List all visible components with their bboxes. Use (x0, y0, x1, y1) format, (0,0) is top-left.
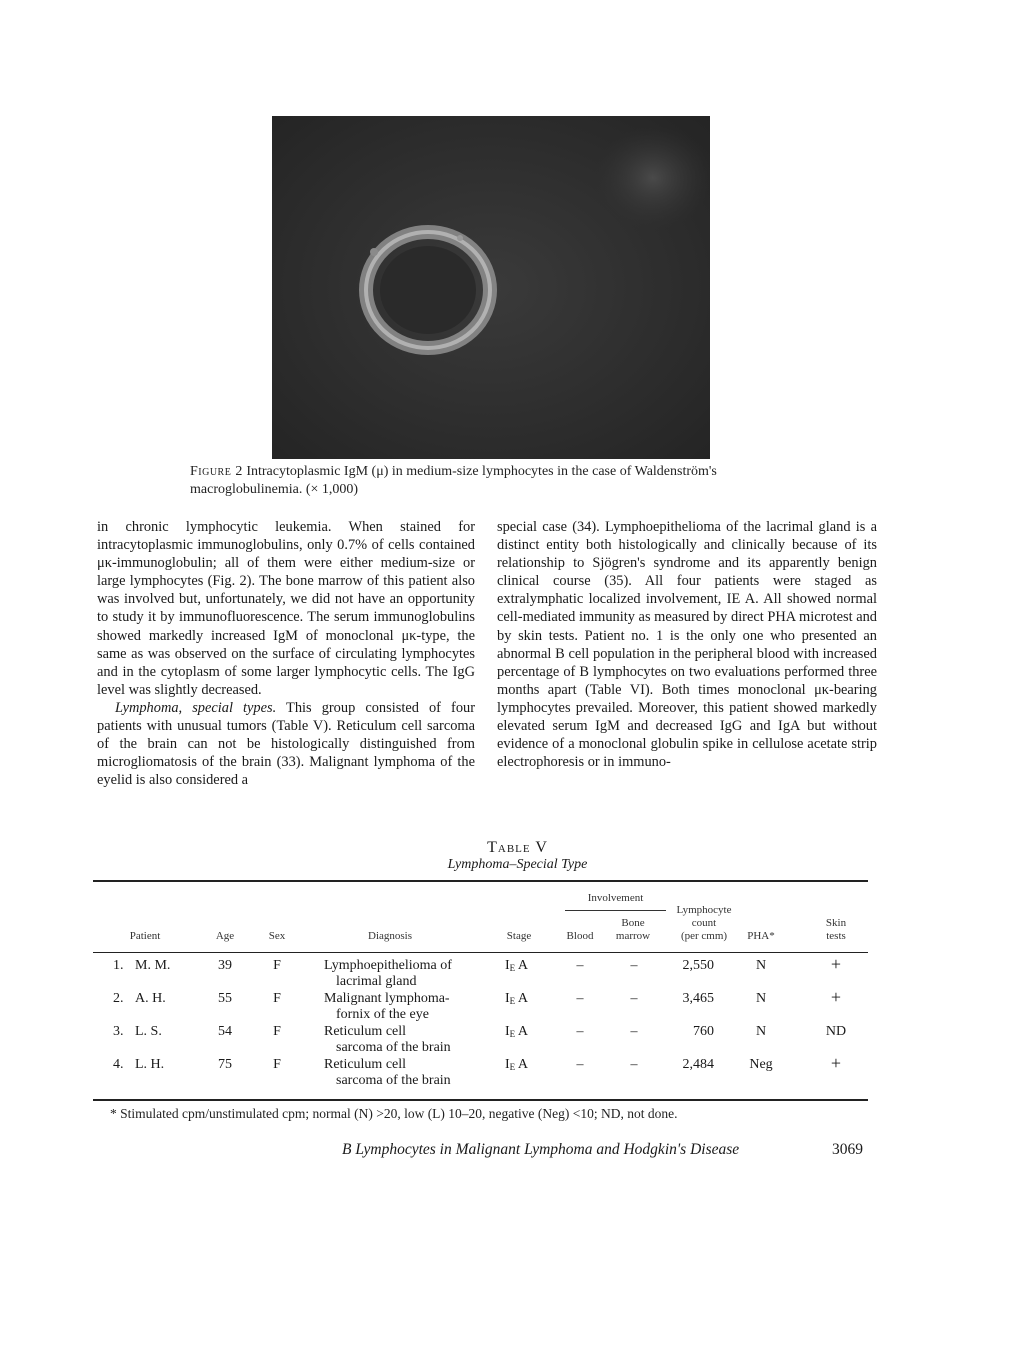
row-blood: – (576, 958, 584, 973)
header-blood: Blood (566, 930, 594, 942)
row-diagnosis-line-1: Malignant lymphoma- (324, 991, 450, 1006)
header-stage: Stage (506, 930, 532, 942)
row-bone-marrow: – (630, 991, 638, 1006)
row-diagnosis-line-1: Reticulum cell (324, 1057, 407, 1072)
row-patient: A. H. (135, 991, 166, 1006)
header-patient: Patient (129, 930, 161, 942)
paragraph: in chronic lymphocytic leukemia. When stained for intracytoplasmic immunoglobulins, only 0.7% of cells contained μκ-immunoglobulin; all of them were either medium-size or large lymphocytes (Fig. 2). The bone marrow of this patient also was involved but, unfortunately, we did not have an opportunity to study it by immunofluorescence. The serum immunoglobulins showed markedly increased IgM of monoclonal μκ-type, the same as was observed on the surface of circulating lymphocytes and in the cytoplasm of some larger lymphocytic cells. The IgG level was slightly decreased. (97, 519, 475, 698)
row-stage: $I_E$ A (505, 958, 529, 973)
row-pha: Neg (749, 1057, 773, 1072)
header-involvement: Involvement (587, 892, 644, 904)
row-lymphocyte-count: 2,550 (682, 958, 714, 973)
row-age: 54 (218, 1024, 232, 1039)
row-lymphocyte-count: 3,465 (682, 991, 714, 1006)
table-footnote: * Stimulated cpm/unstimulated cpm; normal (N) >20, low (L) 10–20, negative (Neg) <10; ND, not done. (110, 1106, 678, 1121)
faint-cell (595, 126, 710, 230)
cell-interior (380, 246, 476, 334)
row-diagnosis-line-1: Lymphoepithelioma of (324, 958, 452, 973)
row-stage: $I_E$ A (505, 991, 529, 1006)
table-top-rule (93, 880, 868, 882)
body-column-right (497, 518, 877, 771)
page-number: 3069 (832, 1141, 863, 1158)
cell-bleb (457, 235, 463, 241)
row-patient: L. H. (135, 1057, 165, 1072)
row-stage: $I_E$ A (505, 1024, 529, 1039)
row-blood: – (576, 991, 584, 1006)
header-lymphocyte-count: Lymphocyte count (per cmm) (676, 904, 732, 942)
row-number: 4. (113, 1057, 124, 1072)
row-bone-marrow: – (630, 1024, 638, 1039)
table-bottom-rule (93, 1099, 868, 1101)
row-bone-marrow: – (630, 958, 638, 973)
row-skin-tests: + (830, 987, 842, 1007)
figure-caption (190, 463, 790, 499)
section-heading: Lymphoma, special types. (115, 699, 277, 716)
paragraph (97, 699, 475, 789)
row-patient: L. S. (135, 1024, 162, 1039)
row-lymphocyte-count: 2,484 (682, 1057, 714, 1072)
row-sex: F (273, 1057, 281, 1072)
row-age: 75 (218, 1057, 232, 1072)
body-column-left (97, 518, 475, 789)
paragraph: special case (34). Lymphoepithelioma of the lacrimal gland is a distinct entity both histologically and clinically because of its relationship to Sjögren's syndrome and its apparently benign clinical course (35). All four patients were staged as extralymphatic localized involvement, IE A. All showed normal cell-mediated immunity as measured by direct PHA microtest and by skin tests. Patient no. 1 is the only one who presented an abnormal B cell population in the peripheral blood with increased percentage of B lymphocytes on two evaluations performed three months apart (Table VI). Both times monoclonal μκ-bearing lymphocytes prevailed. Moreover, this patient showed markedly elevated serum IgM and decreased IgG and IgA but without evidence of a monoclonal globulin spike in cellulose acetate strip electrophoresis or in immuno- (497, 519, 877, 771)
table-row (0, 1024, 1035, 1057)
table-row (0, 987, 1035, 1024)
row-diagnosis-line-2: lacrimal gland (336, 974, 417, 989)
row-age: 55 (218, 991, 232, 1006)
cell-bleb (370, 248, 378, 256)
figure-caption-text: Intracytoplasmic IgM (μ) in medium-size lymphocytes in the case of Waldenström's macroglobulinemia. (× 1,000) (190, 464, 717, 497)
table-row (0, 1053, 1035, 1090)
table-row (0, 954, 1035, 991)
micrograph-drawing (272, 116, 710, 459)
table-header-rule (93, 952, 868, 953)
row-diagnosis-line-1: Reticulum cell (324, 1024, 407, 1039)
row-patient: M. M. (135, 958, 171, 973)
running-title: B Lymphocytes in Malignant Lymphoma and Hodgkin's Disease (342, 1141, 740, 1158)
row-pha: N (755, 991, 767, 1006)
paragraph-text: This group consisted of four patients with unusual tumors (Table V). Reticulum cell sarcoma of the brain can not be histologically distinguished from microgliomatosis of the brain (33). Malignant lymphoma of the eyelid is also considered a (97, 699, 476, 789)
row-diagnosis-line-2: fornix of the eye (336, 1007, 429, 1022)
row-bone-marrow: – (630, 1057, 638, 1072)
header-age: Age (215, 930, 235, 942)
row-pha: N (755, 958, 767, 973)
row-skin-tests: + (830, 1053, 842, 1073)
row-skin-tests: + (830, 954, 842, 974)
row-sex: F (273, 958, 281, 973)
table-subtitle: Lymphoma–Special Type (447, 857, 588, 872)
header-diagnosis: Diagnosis (368, 930, 412, 942)
involvement-rule (565, 910, 666, 911)
row-stage: $I_E$ A (505, 1057, 529, 1072)
figure-label: Figure 2 (190, 464, 243, 479)
row-blood: – (576, 1057, 584, 1072)
row-sex: F (273, 991, 281, 1006)
row-diagnosis-line-2: sarcoma of the brain (336, 1040, 451, 1055)
row-sex: F (273, 1024, 281, 1039)
row-lymphocyte-count: 760 (693, 1024, 714, 1039)
row-age: 39 (218, 958, 232, 973)
row-number: 2. (113, 991, 124, 1006)
figure-micrograph (272, 116, 710, 459)
row-diagnosis-line-2: sarcoma of the brain (336, 1073, 451, 1088)
row-blood: – (576, 1024, 584, 1039)
row-number: 1. (113, 958, 124, 973)
header-bone-marrow: Bone marrow (615, 917, 651, 942)
header-skin-tests: Skin tests (825, 917, 847, 942)
header-pha: PHA* (747, 930, 775, 942)
table-title: Table V (487, 839, 548, 856)
row-skin-tests: ND (825, 1024, 847, 1039)
row-number: 3. (113, 1024, 124, 1039)
row-pha: N (755, 1024, 767, 1039)
header-sex: Sex (268, 930, 286, 942)
